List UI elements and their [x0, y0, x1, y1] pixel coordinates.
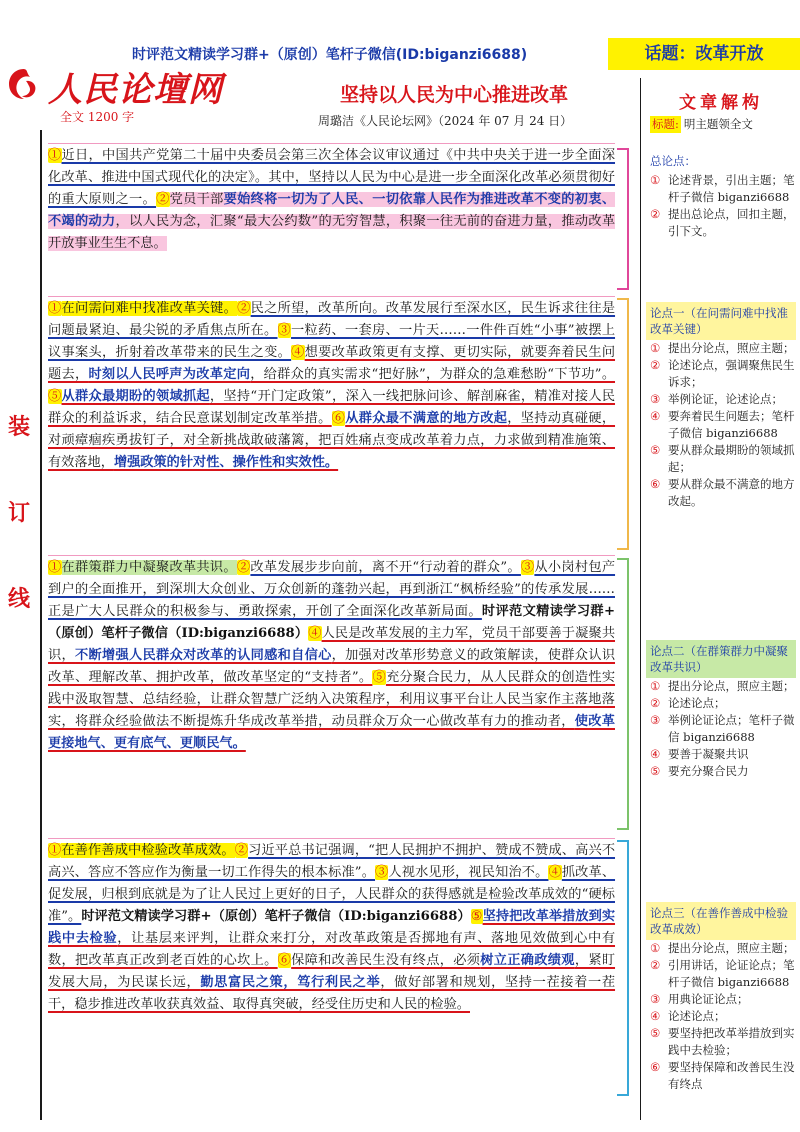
outline-item-number: ② [650, 958, 661, 972]
outline-item [646, 991, 796, 1008]
outline-item [646, 442, 796, 476]
outline-item-number: ④ [650, 747, 661, 761]
text-segment: 充分聚合民力，从人民群众的创造性实践中汲取智慧、总结经验，让群众智慧广泛纳入决策程序，利用议事平台让人民当家作主落地落实，将群众经验做法不断提炼升华成改革举措，动员群众万众一心做改革有力的推动者， [48, 670, 616, 729]
outline-item-text: 论述论点，强调聚焦民生诉求； [668, 358, 795, 389]
sentence-number: ④ [291, 345, 305, 360]
text-segment: 在善作善成中检验改革成效。 [61, 843, 235, 858]
outline-headline-label: 标题: [652, 117, 679, 131]
outline-item [646, 678, 796, 695]
sentence-number: ③ [520, 560, 535, 575]
topic-badge: 话题：改革开放 [608, 38, 800, 70]
sentence-number: ④ [548, 865, 562, 880]
outline-block-head: 论点一（在问需问难中找准改革关键） [646, 302, 796, 340]
text-segment: ，坚持“开门定政策”，深入一线把脉问诊、解剖麻雀，精准对接人民群众的利益诉求，结合民意谋划制定改革举措。 [48, 389, 616, 426]
article-title: 坚持以人民为中心推进改革 [340, 84, 569, 106]
outline-item-number: ④ [650, 1009, 661, 1023]
article-byline: 周璐洁《人民论坛网》（2024 年 07 月 24 日） [318, 114, 573, 128]
text-segment: ，做好部署和规划，坚持一茬接着一茬干，稳步推进改革收获真效益、取得真突破，经受住历史和人民的检验。 [48, 975, 616, 1012]
outline-block-head: 论点三（在善作善成中检验改革成效） [646, 902, 796, 940]
outline-item [646, 746, 796, 763]
outline-item-number: ① [650, 679, 661, 693]
text-segment: 想要改革政策更有支撑、更切实际，就要奔着民生问题去， [48, 345, 616, 382]
bracket-point-1 [617, 298, 629, 550]
sentence-number: ① [48, 301, 62, 316]
outline-item [646, 206, 796, 240]
outline-item-text: 用典论证论点； [668, 992, 749, 1006]
text-segment: 在群策群力中凝聚改革共识。 [61, 560, 237, 575]
text-segment: 坚持把改革举措放到实践中去检验 [48, 909, 616, 946]
text-segment: ，紧盯发展大局，为民谋长远， [48, 953, 616, 990]
text-segment: 抓改革、促发展，归根到底就是为了让人民过上更好的日子，人民群众的获得感就是检验改革成效的“硬标准”。 [48, 865, 616, 924]
text-segment: 保障和改善民生没有终点，必须 [291, 953, 481, 968]
outline-item-text: 要从群众最不满意的地方改起。 [668, 477, 795, 508]
outline-item [646, 408, 796, 442]
outline-item-number: ③ [650, 392, 661, 406]
outline-block [646, 902, 796, 1132]
text-segment: 习近平总书记强调，“把人民拥护不拥护、赞成不赞成、高兴不高兴、答应不答应作为衡量一切工作得失的根本标准”。 [48, 843, 616, 880]
outline-item-text: 论述论点； [668, 1009, 726, 1023]
outline-item [646, 1059, 796, 1093]
bracket-point-3 [617, 840, 629, 1096]
outline-item [646, 763, 796, 780]
sentence-number: ⑤ [470, 909, 483, 924]
binding-line [40, 130, 42, 1120]
outline-block [646, 150, 796, 282]
outline-item [646, 357, 796, 391]
text-segment: ，坚持动真碰硬，对顽瘴痼疾勇拔钉子，对全新挑战敢破藩篱，把百姓痛点变成改革着力点，力求做到精准施策、有效落地， [48, 411, 616, 470]
text-segment: 改革发展步步向前，离不开“行动着的群众”。 [250, 560, 521, 575]
outline-item-text: 论述论点； [668, 696, 726, 710]
outline-item-number: ① [650, 173, 661, 187]
outline-item [646, 1008, 796, 1025]
outline-item [646, 712, 796, 746]
outline-item-number: ③ [650, 992, 661, 1006]
outline-item-text: 要坚持保障和改善民生没有终点 [668, 1060, 795, 1091]
outline-item [646, 172, 796, 206]
text-segment: ，以人民为念，汇聚“最大公约数”的无穷智慧，积聚一往无前的奋进力量，推动改革开放事业生生不息。 [48, 214, 616, 251]
text-segment: 时评范文精读学习群+（原创）笔杆子微信（ID:biganzi6688） [48, 604, 615, 641]
text-segment: 不断增强人民群众对改革的认同感和自信心 [75, 648, 332, 663]
outline-item-number: ⑤ [650, 443, 661, 457]
sentence-number: ① [48, 148, 62, 163]
text-segment: 人视水见形，视民知治不。 [388, 865, 549, 880]
text-segment: ，给群众的真实需求“把好脉”，为群众的急难愁盼“下节功”。 [250, 367, 616, 382]
outline-item-text: 提出分论点，照应主题； [668, 341, 795, 355]
text-segment: 人民是改革发展的主力军，党员干部要善于凝聚共识， [48, 626, 616, 663]
text-segment: 在问需问难中找准改革关键。 [61, 301, 238, 316]
sentence-number: ② [234, 843, 249, 858]
outline-headline [646, 116, 796, 133]
sentence-number: ⑤ [48, 389, 62, 404]
text-segment: 要始终将一切为了人民、一切依靠人民作为推进改革不变的初衷、不竭的动力 [48, 192, 616, 229]
sentence-number: ① [48, 560, 62, 575]
outline-item-text: 要善于凝聚共识 [668, 747, 749, 761]
outline-divider [640, 78, 641, 1120]
logo [6, 62, 266, 110]
outline-item [646, 1025, 796, 1059]
paragraph-point-3 [48, 838, 615, 1016]
text-segment: ，加强对改革形势意义的政策解读，使群众认识改革、理解改革、拥护改革，做改革坚定的“支持者”。 [48, 648, 616, 685]
text-segment: 从群众最不满意的地方改起 [345, 411, 508, 426]
outline-item-number: ② [650, 358, 661, 372]
outline-title: 文章解构 [679, 93, 763, 113]
text-segment: 时评范文精读学习群+（原创）笔杆子微信（ID:biganzi6688） [81, 909, 471, 924]
bracket-point-2 [617, 558, 629, 830]
outline-item-text: 要奔着民生问题去；笔杆子微信 biganzi6688 [668, 409, 795, 440]
outline-item-number: ⑤ [650, 1026, 661, 1040]
paragraph-point-2 [48, 555, 615, 755]
outline-panel [646, 80, 796, 1120]
sentence-number: ⑤ [372, 670, 386, 685]
outline-item-number: ① [650, 941, 661, 955]
outline-item-text: 举例论证，论述论点； [668, 392, 783, 406]
sentence-number: ③ [375, 865, 389, 880]
outline-item-text: 提出总论点，回扣主题，引下文。 [668, 207, 795, 238]
outline-item-text: 提出分论点，照应主题； [668, 941, 795, 955]
sentence-number: ② [156, 192, 170, 207]
binding-label-2: 订 [8, 501, 31, 526]
binding-label-1: 装 [8, 415, 31, 440]
outline-block [646, 640, 796, 880]
sentence-number: ① [48, 843, 62, 858]
outline-item-number: ⑥ [650, 477, 661, 491]
outline-item-text: 举例论证论点；笔杆子微信 biganzi6688 [668, 713, 795, 744]
text-segment: ，让基层来评判，让群众来打分，对改革政策是否掷地有声、落地见效做到心中有数，把改革真正改到老百姓的心坎上。 [48, 931, 616, 968]
outline-item-text: 要从群众最期盼的领域抓起； [668, 443, 795, 474]
outline-block-head: 总论点： [646, 150, 796, 172]
text-segment: 一粒药、一套房、一片天……一件件百姓“小事”被摆上议事案头，折射着改革带来的民生之变。 [48, 323, 616, 360]
logo-swirl-icon [6, 66, 42, 102]
outline-item-number: ② [650, 696, 661, 710]
outline-item [646, 340, 796, 357]
outline-item-text: 论述背景，引出主题；笔杆子微信 biganzi6688 [668, 173, 795, 204]
outline-headline-text: 明主题领全文 [683, 117, 753, 131]
binding-label-3: 线 [8, 587, 31, 612]
text-segment: 民之所望，改革所向。改革发展行至深水区，民生诉求往往是问题最紧迫、最尖锐的矛盾焦点所在。 [48, 301, 616, 338]
outline-block [646, 302, 796, 614]
text-segment: 勤思富民之策，笃行利民之举 [200, 975, 381, 990]
outline-item-text: 提出分论点，照应主题； [668, 679, 795, 693]
sentence-number: ② [237, 301, 251, 316]
outline-block-head: 论点二（在群策群力中凝聚改革共识） [646, 640, 796, 678]
text-segment: 树立正确政绩观 [480, 953, 575, 968]
outline-item-number: ⑤ [650, 764, 661, 778]
paragraph-intro [48, 143, 615, 255]
bracket-intro [617, 148, 629, 290]
sentence-number: ② [236, 560, 251, 575]
outline-item-number: ③ [650, 713, 661, 727]
banner-text: 时评范文精读学习群+（原创）笔杆子微信(ID:biganzi6688) [132, 47, 528, 63]
outline-item-text: 要坚持把改革举措放到实践中去检验； [668, 1026, 795, 1057]
outline-item [646, 476, 796, 510]
text-segment: 增强政策的针对性、操作性和实效性。 [113, 455, 339, 470]
logo-text: 人民论壇网 [48, 70, 223, 110]
text-segment: 从群众最期盼的领域抓起 [61, 389, 210, 404]
outline-item-number: ① [650, 341, 661, 355]
outline-item [646, 391, 796, 408]
sentence-number: ⑥ [277, 953, 292, 968]
word-count: 全文 1200 字 [60, 110, 135, 124]
sentence-number: ③ [277, 323, 292, 338]
outline-item-number: ⑥ [650, 1060, 661, 1074]
sentence-number: ⑥ [331, 411, 346, 426]
outline-item-number: ② [650, 207, 661, 221]
sentence-number: ④ [308, 626, 322, 641]
paragraph-point-1 [48, 296, 615, 474]
text-segment: 近日，中国共产党第二十届中央委员会第三次全体会议审议通过《中共中央关于进一步全面深化改革、推进中国式现代化的决定》。其中，坚持以人民为中心是进一步全面深化改革必须贯彻好的重大原则之一。 [48, 148, 616, 207]
outline-item-number: ④ [650, 409, 661, 423]
text-segment: 从小岗村包产到户的全面推开，到深圳大众创业、万众创新的蓬勃兴起，再到浙江“枫桥经验”的传承发展……正是广大人民群众的积极参与、勇敢探索，开创了全面深化改革新局面。 [48, 560, 616, 619]
text-segment: 党员干部 [169, 192, 224, 207]
outline-item-text: 引用讲话，论证论点；笔杆子微信 biganzi6688 [668, 958, 795, 989]
outline-item [646, 957, 796, 991]
outline-item-text: 要充分聚合民力 [668, 764, 749, 778]
outline-item [646, 695, 796, 712]
text-segment: 使改革更接地气、更有底气、更顺民气。 [48, 714, 615, 751]
text-segment: 时刻以人民呼声为改革定向 [88, 367, 251, 382]
outline-item [646, 940, 796, 957]
